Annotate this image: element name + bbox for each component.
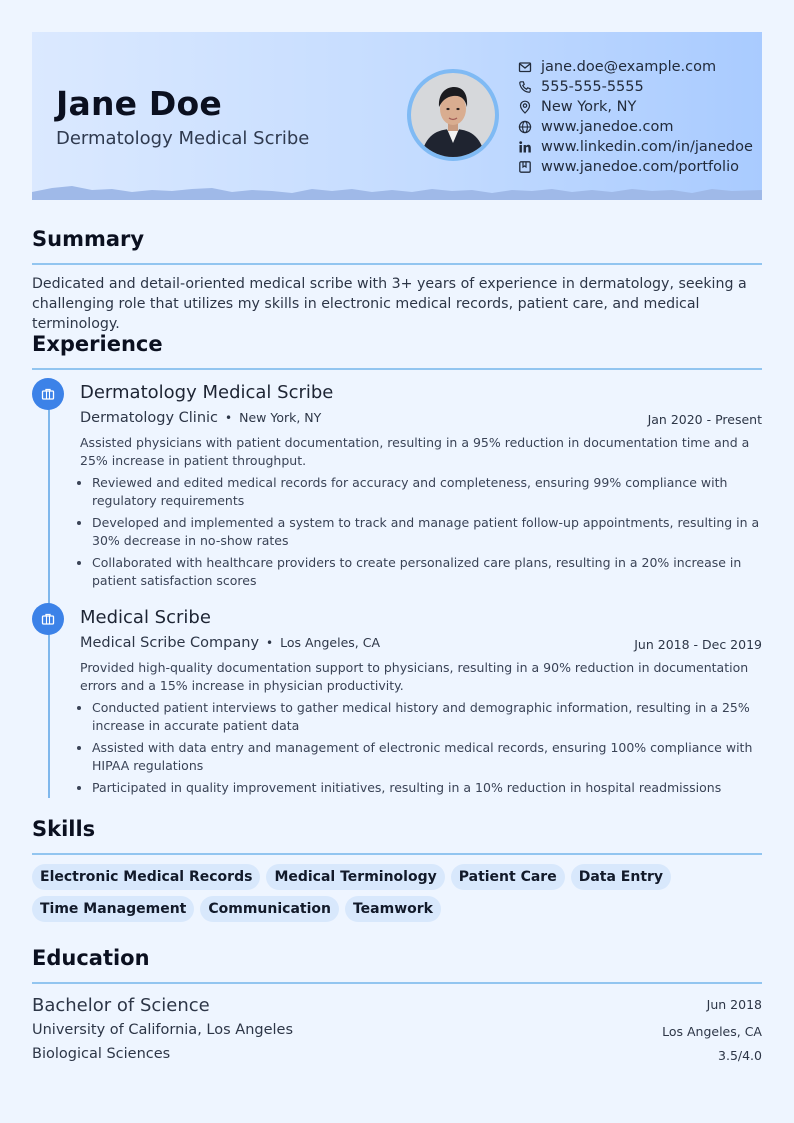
summary-text: Dedicated and detail-oriented medical scribe with 3+ years of experience in dermatology, seeking a challenging role that utilizes my skills in electronic medical records, patient care, and medical terminology. [32,276,747,332]
globe-icon [518,120,532,134]
contact-list [518,57,762,177]
experience-heading: Experience [32,332,163,356]
job-bullet: • Developed and implemented a system to track and manage patient follow-up appointments, resulting in a 30% decrease in no-show rates [92,514,762,550]
job-description: Assisted physicians with patient documentation, resulting in a 95% reduction in documentation time and a 25% increase in patient throughput. [80,435,750,468]
briefcase-icon [41,612,55,626]
job-title: Medical Scribe [80,607,211,628]
location-icon [518,100,532,114]
job-dates: Jan 2020 - Present [647,412,762,427]
job-bullets [80,474,762,590]
job-bullet: • Assisted with data entry and management of electronic medical records, ensuring 100% compliance with HIPAA regulations [92,739,762,775]
skill-chip: Electronic Medical Records [32,864,260,890]
skill-chip: Time Management [32,896,194,922]
job-badge [32,378,64,410]
summary-heading: Summary [32,227,145,251]
job-company: Dermatology Clinic [80,410,219,426]
skill-chip: Patient Care [451,864,565,890]
education-school: University of California, Los Angeles [32,1022,294,1038]
contact-linkedin[interactable] [518,137,762,157]
job-badge [32,603,64,635]
job-location: New York, NY [239,410,322,425]
phone-icon [518,80,532,94]
contact-website[interactable] [518,117,762,137]
skills-heading: Skills [32,817,96,841]
contact-email[interactable] [518,57,762,77]
portrait-image [411,73,495,157]
skills-divider [32,853,762,855]
job-company: Medical Scribe Company [80,635,260,651]
email-icon [518,60,532,74]
separator-dot: • [266,636,274,650]
resume-header [32,32,762,200]
header-wave-decoration [32,180,762,200]
education-degree: Bachelor of Science [32,995,210,1016]
briefcase-icon [41,387,55,401]
job-bullets [80,699,762,797]
job-description-block [80,434,762,594]
skills-list [32,864,772,928]
summary-divider [32,263,762,265]
job-description: Provided high-quality documentation support to physicians, resulting in a 90% reduction in documentation errors and a 15% increase in physician productivity. [80,660,749,693]
education-field: Biological Sciences [32,1046,171,1062]
education-divider [32,982,762,984]
contact-location-text: New York, NY [541,99,637,115]
candidate-role: Dermatology Medical Scribe [56,128,310,149]
education-date: Jun 2018 [706,997,762,1012]
education-location: Los Angeles, CA [662,1024,762,1039]
job-dates: Jun 2018 - Dec 2019 [634,637,762,652]
candidate-name: Jane Doe [56,84,222,123]
job-company-line [80,410,321,426]
contact-phone[interactable] [518,77,762,97]
contact-portfolio[interactable] [518,157,762,177]
job-bullet: • Conducted patient interviews to gather medical history and demographic information, resulting in a 25% increase in accurate patient data [92,699,762,735]
contact-linkedin-text: www.linkedin.com/in/janedoe [541,139,753,155]
linkedin-icon [518,140,532,154]
contact-email-text: jane.doe@example.com [541,59,717,75]
experience-timeline [48,394,50,798]
job-company-line [80,635,380,651]
contact-location [518,97,762,117]
education-gpa: 3.5/4.0 [718,1048,762,1063]
skill-chip: Communication [200,896,339,922]
job-bullet: • Collaborated with healthcare providers to create personalized care plans, resulting in a 20% increase in patient satisfaction scores [92,554,762,590]
job-bullet: • Participated in quality improvement initiatives, resulting in a 10% reduction in hospital readmissions [92,779,762,797]
contact-website-text: www.janedoe.com [541,119,674,135]
skill-chip: Data Entry [571,864,671,890]
job-description-block [80,659,762,801]
experience-divider [32,368,762,370]
job-title: Dermatology Medical Scribe [80,382,334,403]
separator-dot: • [225,411,233,425]
profile-photo [407,69,499,161]
education-heading: Education [32,946,150,970]
contact-phone-text: 555-555-5555 [541,79,644,95]
contact-portfolio-text: www.janedoe.com/portfolio [541,159,739,175]
portfolio-icon [518,160,532,174]
skill-chip: Teamwork [345,896,441,922]
job-location: Los Angeles, CA [280,635,381,650]
job-bullet: • Reviewed and edited medical records for accuracy and completeness, ensuring 99% compliance with regulatory requirements [92,474,762,510]
skill-chip: Medical Terminology [266,864,444,890]
